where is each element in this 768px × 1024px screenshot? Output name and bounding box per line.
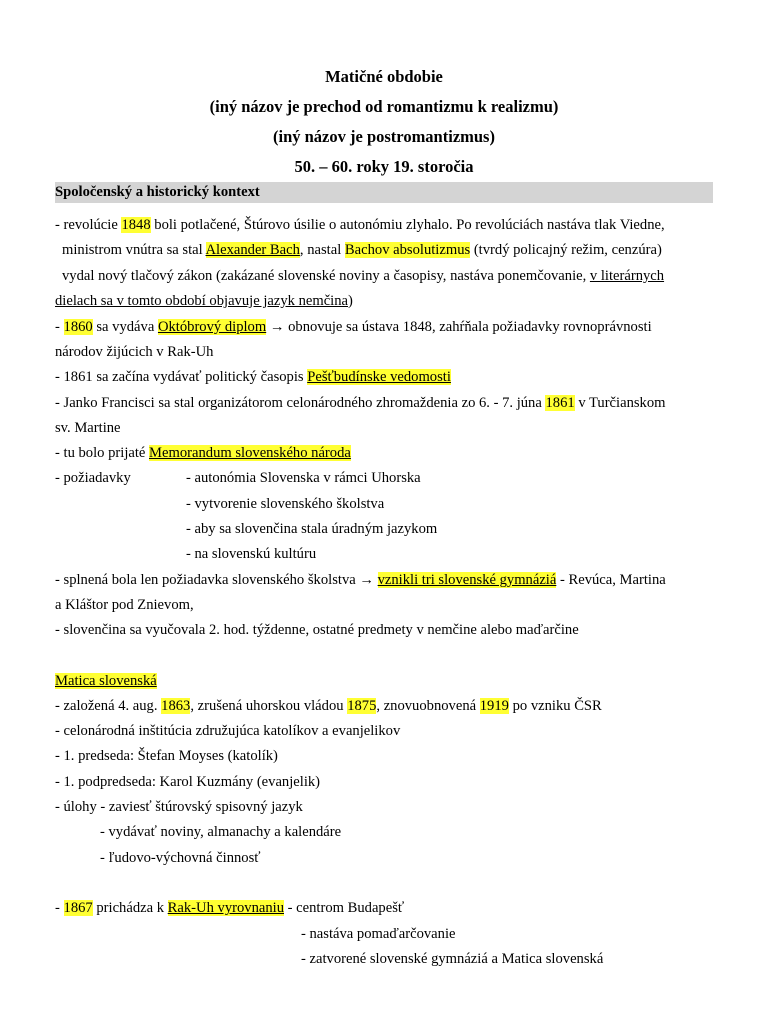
text-line: - 1861 sa začína vydávať politický časopis Pešťbudínske vedomosti <box>55 369 451 385</box>
highlight-year: 1861 <box>545 395 575 411</box>
demands-label: - požiadavky <box>55 470 131 486</box>
text-line: - 1. predseda: Štefan Moyses (katolík) <box>55 748 278 764</box>
text-line: - Janko Francisci sa stal organizátorom celonárodného zhromaždenia zo 6. - 7. júna 1861 v Turčianskom <box>55 395 666 411</box>
text-line: - tu bolo prijaté Memorandum slovenského národa <box>55 445 351 461</box>
highlight-term: Októbrový diplom <box>157 319 267 335</box>
highlight-year: 1848 <box>121 217 151 233</box>
section-heading-context <box>55 182 713 203</box>
subtitle-period: 50. – 60. roky 19. storočia <box>294 157 474 176</box>
highlight-year: 1860 <box>63 319 93 335</box>
text-line: - založená 4. aug. 1863, zrušená uhorskou vládou 1875, znovuobnovená 1919 po vzniku ČSR <box>55 698 602 714</box>
list-item: - vytvorenie slovenského školstva <box>186 496 385 512</box>
highlight-term: vznikli tri slovenské gymnáziá <box>377 572 557 588</box>
text-line: - 1867 prichádza k Rak-Uh vyrovnaniu - centrom Budapešť <box>55 900 405 916</box>
list-item: - vydávať noviny, almanachy a kalendáre <box>100 824 342 840</box>
list-item: - autonómia Slovenska v rámci Uhorska <box>186 470 421 486</box>
text-line: - 1. podpredseda: Karol Kuzmány (evanjelik) <box>55 774 321 790</box>
text-line: národov žijúcich v Rak-Uh <box>55 344 214 360</box>
list-item: - na slovenskú kultúru <box>186 546 317 562</box>
highlight-term: Rak-Uh vyrovnaniu <box>167 900 284 916</box>
text-line: - splnená bola len požiadavka slovenského školstva → vznikli tri slovenské gymnáziá - Revúca, Martina <box>55 572 666 588</box>
text-line: a Kláštor pod Znievom, <box>55 597 194 613</box>
highlight-year: 1919 <box>479 698 509 714</box>
list-item: - aby sa slovenčina stala úradným jazykom <box>186 521 438 537</box>
text-line: - slovenčina sa vyučovala 2. hod. týždenne, ostatné predmety v nemčine alebo maďarčine <box>55 622 579 638</box>
underlined-text: v literárnych <box>589 268 665 284</box>
highlight-name: Alexander Bach <box>205 242 300 258</box>
text-line: - 1860 sa vydáva Októbrový diplom → obnovuje sa ústava 1848, zahŕňala požiadavky rovnoprávnosti <box>55 319 652 335</box>
highlight-year: 1875 <box>347 698 377 714</box>
highlight-term: Pešťbudínske vedomosti <box>307 369 451 385</box>
text-line: ministrom vnútra sa stal Alexander Bach, nastal Bachov absolutizmus (tvrdý policajný režim, cenzúra) <box>62 242 662 258</box>
text-line: dielach sa v tomto období objavuje jazyk nemčina) <box>55 293 353 309</box>
list-item: - ľudovo-výchovná činnosť <box>100 850 261 866</box>
subtitle-2: (iný názov je postromantizmus) <box>273 127 495 146</box>
text-line: vydal nový tlačový zákon (zakázané slovenské noviny a časopisy, nastáva ponemčovanie, v literárnych <box>62 268 665 284</box>
text-line: - úlohy - zaviesť štúrovský spisovný jazyk <box>55 799 303 815</box>
underlined-text: dielach sa v tomto období objavuje jazyk nemčina <box>55 293 349 309</box>
list-item: - zatvorené slovenské gymnáziá a Matica slovenská <box>301 951 604 967</box>
text-line: - revolúcie 1848 boli potlačené, Štúrovo úsilie o autonómiu zlyhalo. Po revolúciách nastáva tlak Viedne, <box>55 217 665 233</box>
page-title: Matičné obdobie <box>325 67 443 86</box>
list-item: - nastáva pomaďarčovanie <box>301 926 456 942</box>
subtitle-1: (iný názov je prechod od romantizmu k realizmu) <box>209 97 559 116</box>
section-heading-text: Spoločenský a historický kontext <box>55 184 260 200</box>
highlight-year: 1867 <box>63 900 93 916</box>
highlight-term: Memorandum slovenského národa <box>149 445 351 461</box>
text-line: sv. Martine <box>55 420 121 436</box>
highlight-year: 1863 <box>161 698 191 714</box>
highlight-term: Bachov absolutizmus <box>344 242 471 258</box>
text-line: - celonárodná inštitúcia združujúca katolíkov a evanjelikov <box>55 723 401 739</box>
section-heading-matica: Matica slovenská <box>55 673 157 689</box>
